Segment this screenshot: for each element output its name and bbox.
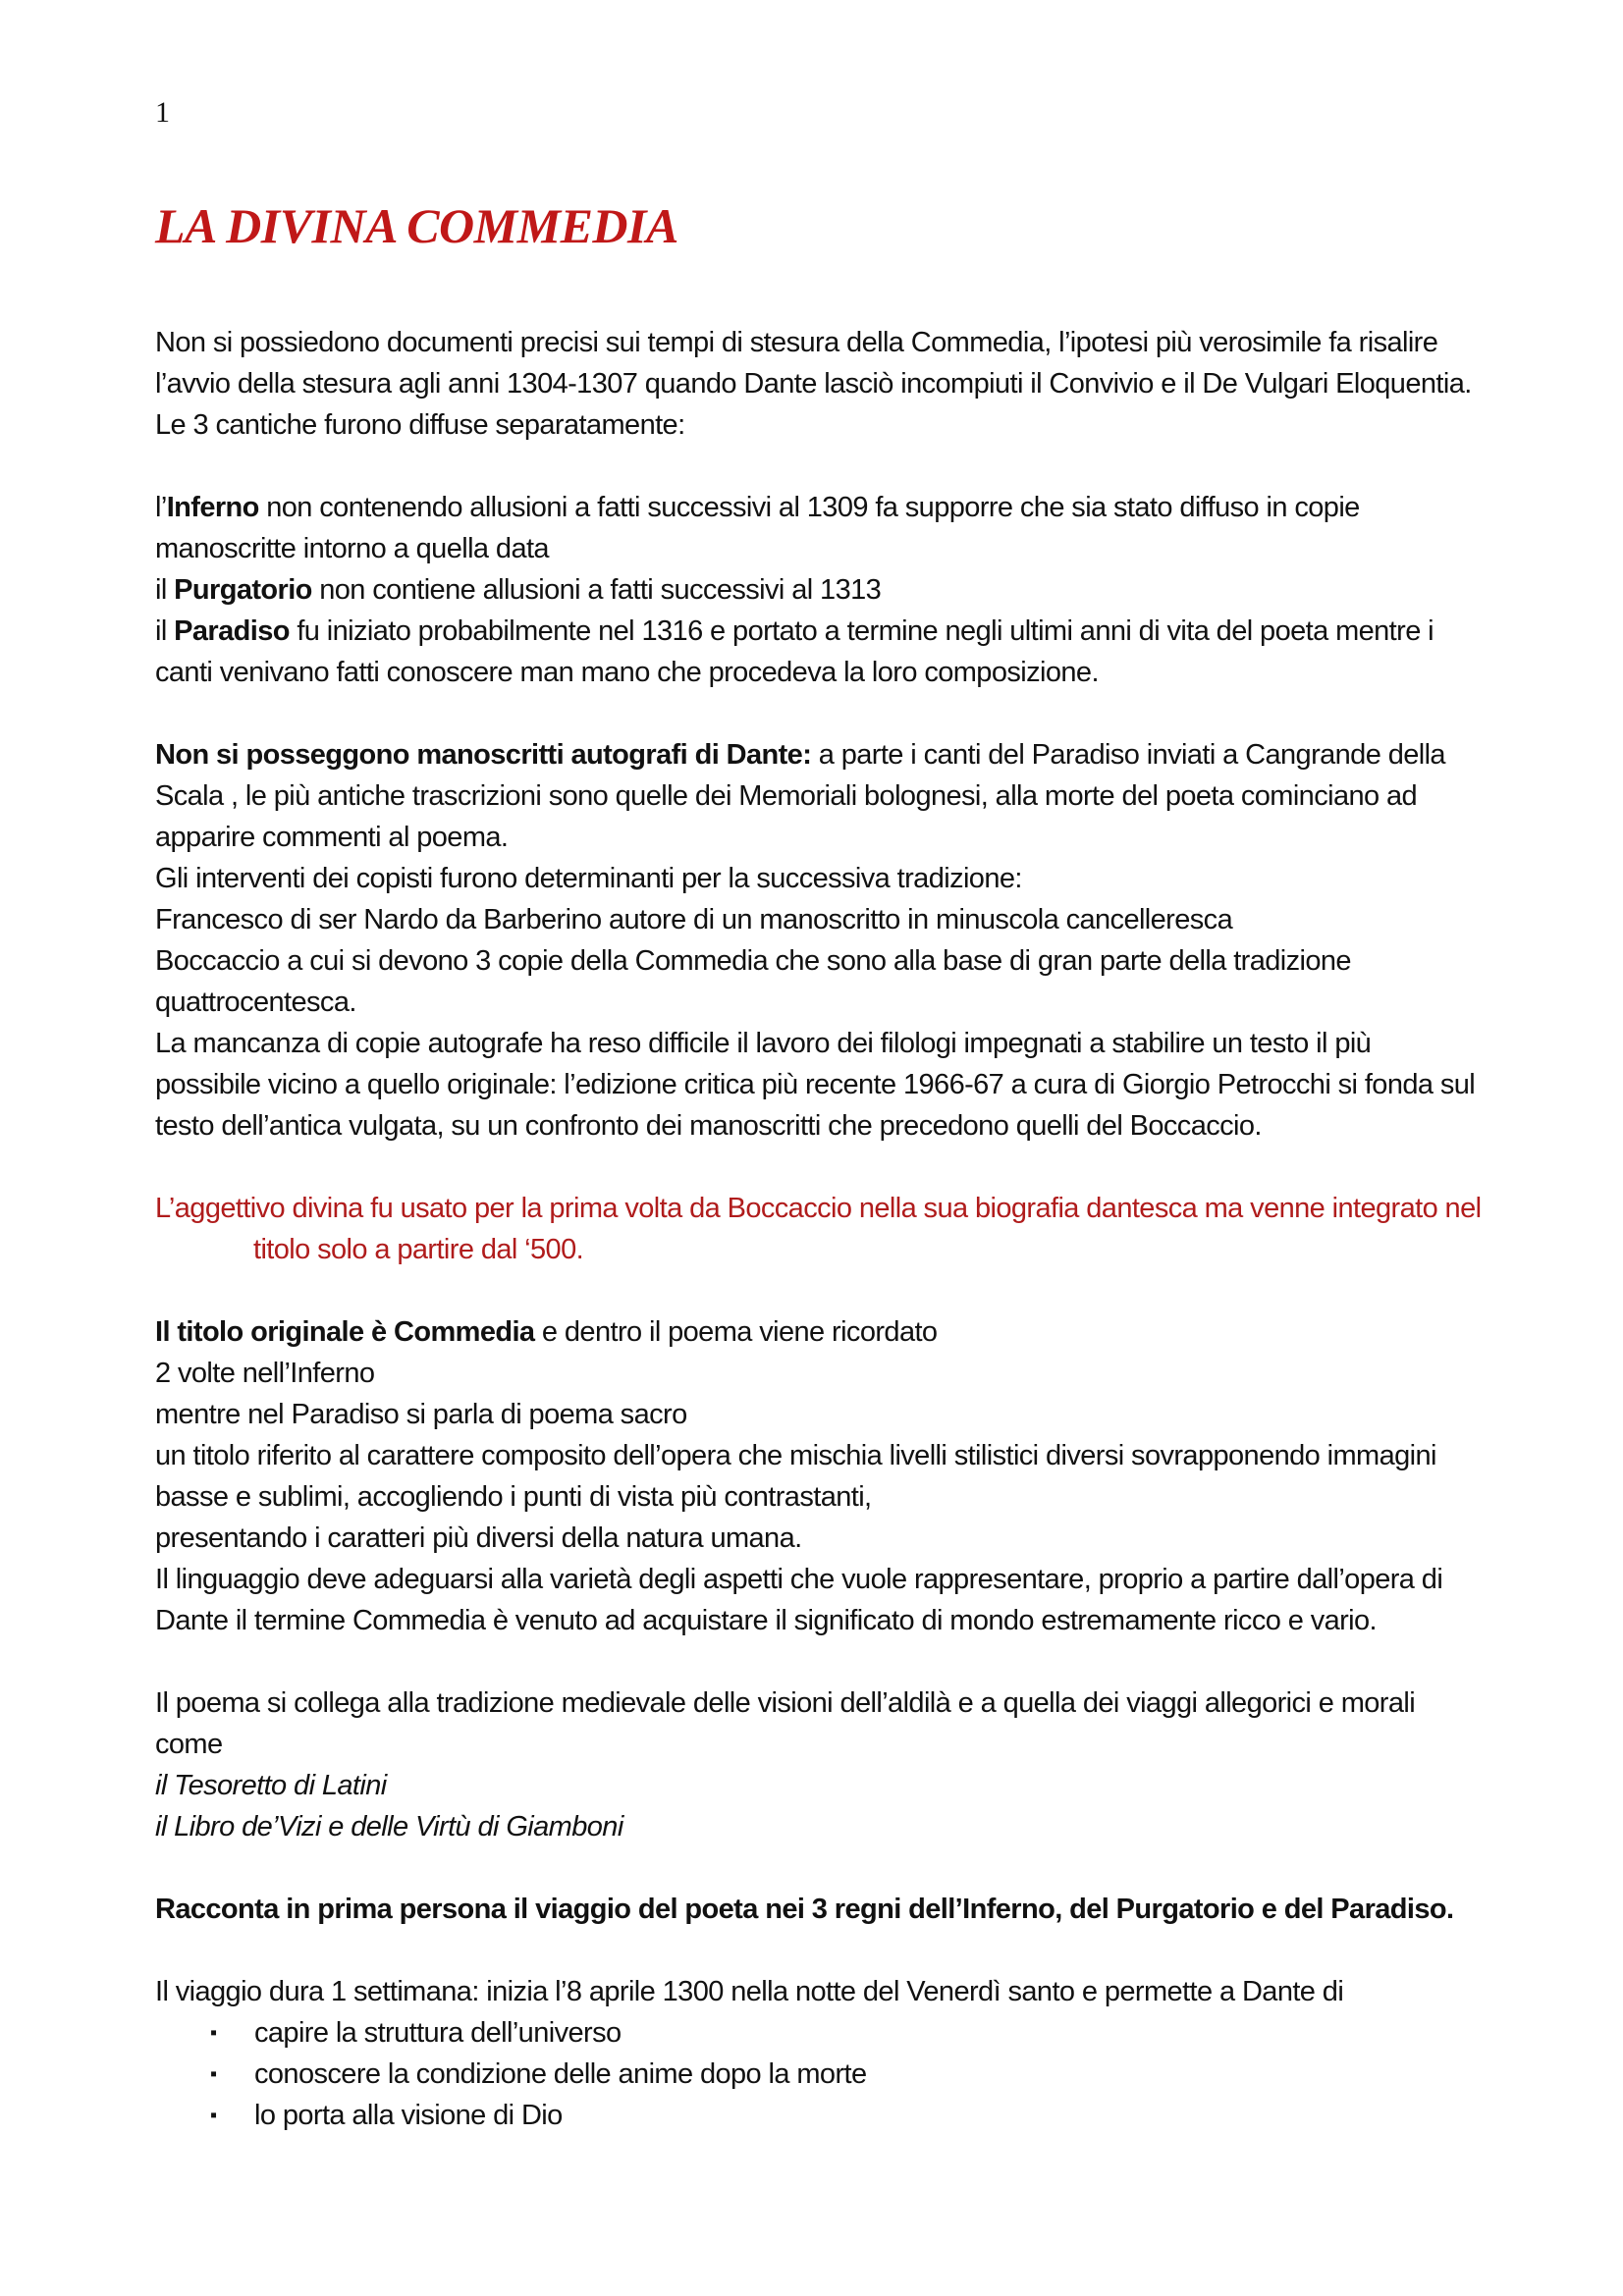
bullet-square-icon: ▪: [210, 2022, 217, 2044]
paragraph-gap: [155, 1641, 1490, 1682]
text-line: [155, 611, 1490, 652]
text-line: Non si possiedono documenti precisi sui tempi di stesura della Commedia, l’ipotesi più verosimile fa risalire: [155, 327, 1438, 358]
paragraph-gap: [155, 1847, 1490, 1889]
text-line: Il poema si collega alla tradizione medievale delle visioni dell’aldilà e a quella dei viaggi allegorici e morali: [155, 1687, 1416, 1719]
text-line: un titolo riferito al carattere composito dell’opera che mischia livelli stilistici diversi sovrapponendo immagini: [155, 1440, 1436, 1471]
text-line: Scala , le più antiche trascrizioni sono quelle dei Memoriali bolognesi, alla morte del poeta cominciano ad: [155, 780, 1418, 812]
text-span: l’: [155, 492, 167, 523]
text-line: Francesco di ser Nardo da Barberino autore di un manoscritto in minuscola cancelleresca: [155, 904, 1233, 935]
text-line: La mancanza di copie autografe ha reso difficile il lavoro dei filologi impegnati a stabilire un testo il più: [155, 1028, 1372, 1059]
list-item-text: capire la struttura dell’universo: [254, 2017, 622, 2049]
bold-term-paradiso: Paradiso: [174, 615, 290, 647]
list-item-text: conoscere la condizione delle anime dopo la morte: [254, 2058, 867, 2090]
list-item-text: lo porta alla visione di Dio: [254, 2100, 563, 2131]
paragraph-gap: [155, 446, 1490, 487]
paragraph-gap: [155, 693, 1490, 734]
text-line: Le 3 cantiche furono diffuse separatamente:: [155, 409, 685, 441]
text-line: Il linguaggio deve adeguarsi alla varietà degli aspetti che vuole rappresentare, proprio a partire dall’opera di: [155, 1564, 1443, 1595]
text-line: Il viaggio dura 1 settimana: inizia l’8 aprile 1300 nella notte del Venerdì santo e permette a Dante di: [155, 1976, 1344, 2007]
text-line: [155, 487, 1490, 528]
text-line: apparire commenti al poema.: [155, 822, 509, 853]
text-line: canti venivano fatti conoscere man mano che procedeva la loro composizione.: [155, 657, 1099, 688]
text-line: quattrocentesca.: [155, 987, 356, 1018]
text-line: basse e sublimi, accogliendo i punti di vista più contrastanti,: [155, 1481, 872, 1513]
bullet-square-icon: ▪: [210, 2063, 217, 2085]
text-line: titolo solo a partire dal ‘500.: [253, 1234, 584, 1265]
text-line: [155, 1311, 1490, 1353]
document-title: LA DIVINA COMMEDIA: [155, 198, 678, 253]
bullet-square-icon: ▪: [210, 2105, 217, 2126]
bold-term-purgatorio: Purgatorio: [174, 574, 312, 606]
italic-work-title: il Tesoretto di Latini: [155, 1770, 387, 1801]
text-span: non contiene allusioni a fatti successivi al 1313: [311, 574, 882, 606]
text-line: [155, 734, 1490, 775]
viaggio-paragraph: [155, 1971, 1490, 2136]
text-line: Boccaccio a cui si devono 3 copie della Commedia che sono alla base di gran parte della tradizione: [155, 945, 1351, 977]
bold-lead: Non si posseggono manoscritti autografi di Dante:: [155, 739, 812, 771]
text-line: L’aggettivo divina fu usato per la prima volta da Boccaccio nella sua biografia dantesca ma venne integrato nel: [155, 1193, 1482, 1224]
text-line: l’avvio della stesura agli anni 1304-1307 quando Dante lasciò incompiuti il Convivio e il De Vulgari Eloquentia.: [155, 368, 1472, 400]
paragraph-gap: [155, 1930, 1490, 1971]
text-line: [155, 569, 1490, 611]
bold-term-inferno: Inferno: [166, 492, 259, 523]
text-line: Gli interventi dei copisti furono determinanti per la successiva tradizione:: [155, 863, 1022, 894]
paragraph-gap: [155, 1270, 1490, 1311]
bold-lead: Il titolo originale è Commedia: [155, 1316, 535, 1348]
text-span: il: [155, 574, 175, 606]
document-body: [155, 322, 1490, 2136]
text-span: fu iniziato probabilmente nel 1316 e portato a termine negli ultimi anni di vita del poeta mentre i: [289, 615, 1434, 647]
intro-paragraph: [155, 322, 1490, 446]
text-span: a parte i canti del Paradiso inviati a Cangrande della: [811, 739, 1445, 771]
text-span: e dentro il poema viene ricordato: [534, 1316, 938, 1348]
aggettivo-paragraph: [155, 1188, 1490, 1270]
racconta-heading: Racconta in prima persona il viaggio del poeta nei 3 regni dell’Inferno, del Purgatorio e del Paradiso.: [155, 1894, 1454, 1925]
cantiche-paragraph: [155, 487, 1490, 693]
text-line: 2 volte nell’Inferno: [155, 1358, 375, 1389]
italic-work-title: il Libro de’Vizi e delle Virtù di Giamboni: [155, 1811, 623, 1842]
manuscripts-paragraph: [155, 734, 1490, 1147]
page-number: 1: [155, 96, 170, 129]
text-line: mentre nel Paradiso si parla di poema sacro: [155, 1399, 687, 1430]
text-line: manoscritte intorno a quella data: [155, 533, 549, 564]
tradizione-paragraph: [155, 1682, 1490, 1847]
paragraph-gap: [155, 1147, 1490, 1188]
titolo-paragraph: [155, 1311, 1490, 1641]
text-span: il: [155, 615, 175, 647]
viaggio-bullet-list: [155, 2012, 1490, 2136]
text-line: Dante il termine Commedia è venuto ad acquistare il significato di mondo estremamente ricco e vario.: [155, 1605, 1378, 1636]
text-span: non contenendo allusioni a fatti successivi al 1309 fa supporre che sia stato diffuso in copie: [258, 492, 1360, 523]
list-item: [155, 2012, 1490, 2054]
text-line: testo dell’antica vulgata, su un confronto dei manoscritti che precedono quelli del Boccaccio.: [155, 1110, 1262, 1142]
list-item: [155, 2095, 1490, 2136]
text-line: presentando i caratteri più diversi della natura umana.: [155, 1522, 802, 1554]
text-line: possibile vicino a quello originale: l’edizione critica più recente 1966-67 a cura di Giorgio Petrocchi si fonda sul: [155, 1069, 1476, 1100]
text-line: come: [155, 1729, 223, 1760]
list-item: [155, 2054, 1490, 2095]
